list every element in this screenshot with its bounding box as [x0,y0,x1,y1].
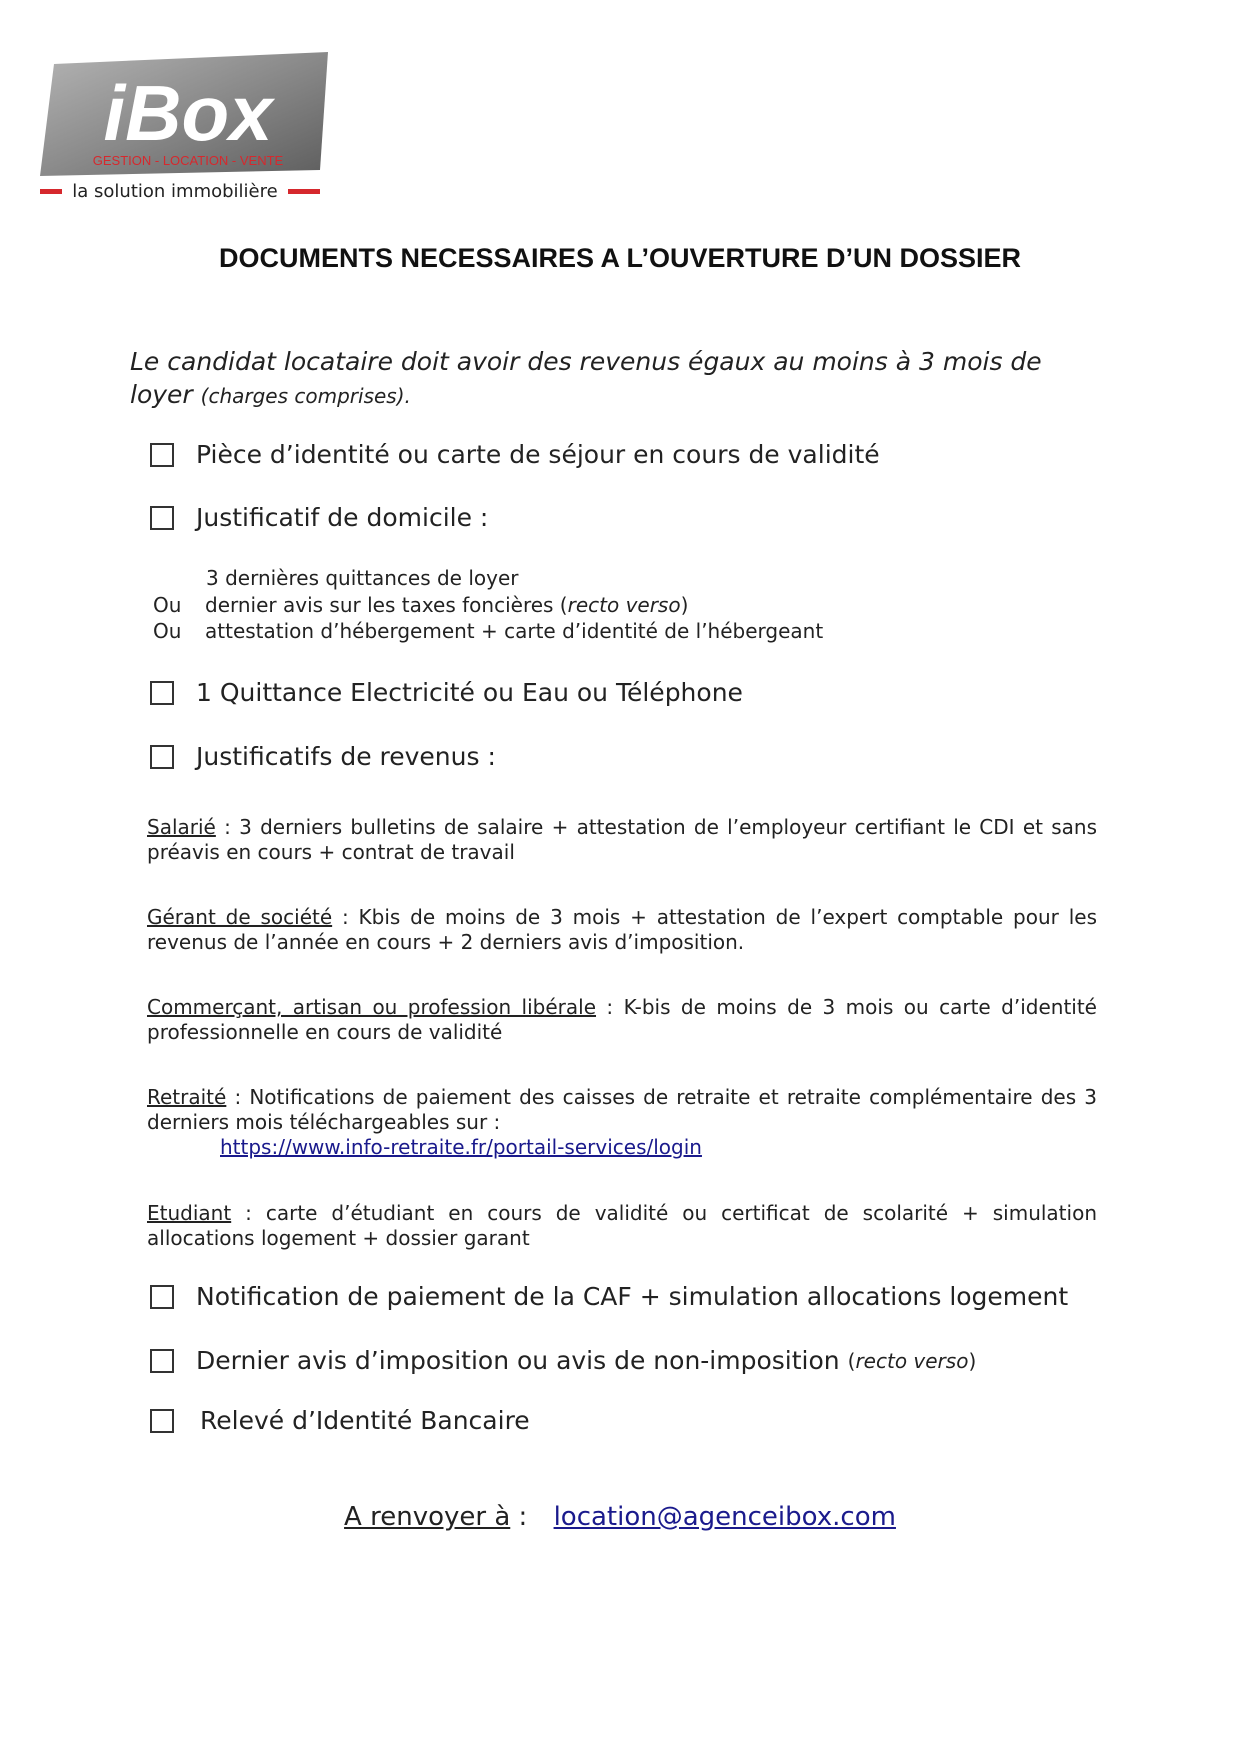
option-text: dernier avis sur les taxes foncières ( [205,593,568,617]
profile-label: Commerçant, artisan ou profession libérale [147,995,597,1019]
footer-send-to [0,1502,1240,1532]
checklist-label: Pièce d’identité ou carte de séjour en cours de validité [196,440,880,469]
domicile-option-3 [153,619,823,643]
intro-main: Le candidat locataire doit avoir des revenus égaux au moins à 3 mois de loyer [130,347,1042,409]
checklist-note [848,1349,977,1373]
logo-brand-text: iBox [103,69,273,157]
logo-tagline: GESTION - LOCATION - VENTE [92,153,284,168]
or-label: Ou [153,619,182,643]
checklist-item-caf[interactable] [150,1282,1068,1311]
note-italic: recto verso [855,1348,969,1373]
domicile-option-1 [206,566,519,590]
ibox-logo [40,52,330,207]
checkbox[interactable] [150,1285,174,1309]
profile-commercant [147,995,1097,1045]
logo-accent-right [288,189,320,194]
checklist-label: 1 Quittance Electricité ou Eau ou Téléphone [196,678,743,707]
profile-salarie [147,815,1097,865]
logo-accent-left [40,189,62,194]
option-text: 3 dernières quittances de loyer [206,566,519,590]
note-close: ) [968,1348,977,1373]
logo-slogan: la solution immobilière [72,181,278,202]
option-italic: recto verso [567,593,681,617]
checklist-item-tax[interactable] [150,1346,976,1375]
profile-text: : carte d’étudiant en cours de validité ou certificat de scolarité + simulation allocations logement + dossier garant [147,1201,1097,1250]
profile-text: : Kbis de moins de 3 mois + attestation de l’expert comptable pour les revenus de l’année en cours + 2 derniers avis d’imposition. [147,905,1097,954]
checklist-item-identity[interactable] [150,440,880,469]
checklist-label: Dernier avis d’imposition ou avis de non-imposition [196,1346,840,1375]
or-label: Ou [153,593,182,617]
profile-label: Salarié [147,815,216,839]
email-link[interactable]: location@agenceibox.com [553,1502,896,1532]
footer-label: A renvoyer à [344,1502,511,1532]
checkbox[interactable] [150,1349,174,1373]
checklist-item-rib[interactable] [150,1406,530,1435]
checklist-label: Justificatifs de revenus : [196,742,496,771]
checklist-label: Relevé d’Identité Bancaire [200,1406,530,1435]
profile-gerant [147,905,1097,955]
checkbox[interactable] [150,681,174,705]
profile-etudiant [147,1201,1097,1251]
checklist-item-utility[interactable] [150,678,743,707]
page-title: DOCUMENTS NECESSAIRES A L’OUVERTURE D’UN DOSSIER [218,243,1022,273]
checklist-item-domicile[interactable] [150,503,488,532]
option-close: ) [680,593,689,617]
profile-label: Gérant de société [147,905,333,929]
domicile-option-2 [153,593,688,617]
checkbox[interactable] [150,1409,174,1433]
profile-text: : 3 derniers bulletins de salaire + attestation de l’employeur certifiant le CDI et sans préavis en cours + contrat de travail [147,815,1097,864]
footer-sep: : [510,1502,528,1532]
profile-text: : Notifications de paiement des caisses de retraite et retraite complémentaire des 3 derniers mois téléchargeables sur : [147,1085,1097,1134]
intro-text [130,345,1090,413]
profile-retraite [147,1085,1097,1135]
profile-label: Retraité [147,1085,227,1109]
intro-note: (charges comprises). [200,384,411,408]
profile-label: Etudiant [147,1201,232,1225]
checkbox[interactable] [150,506,174,530]
checklist-label: Notification de paiement de la CAF + simulation allocations logement [196,1282,1069,1311]
profile-text: : K-bis de moins de 3 mois ou carte d’identité professionnelle en cours de validité [147,995,1097,1044]
checkbox[interactable] [150,443,174,467]
retraite-link[interactable]: https://www.info-retraite.fr/portail-services/login [220,1135,702,1159]
option-text: attestation d’hébergement + carte d’identité de l’hébergeant [205,619,824,643]
checkbox[interactable] [150,745,174,769]
note-open: ( [847,1348,856,1373]
checklist-label: Justificatif de domicile : [196,503,489,532]
checklist-item-income[interactable] [150,742,496,771]
